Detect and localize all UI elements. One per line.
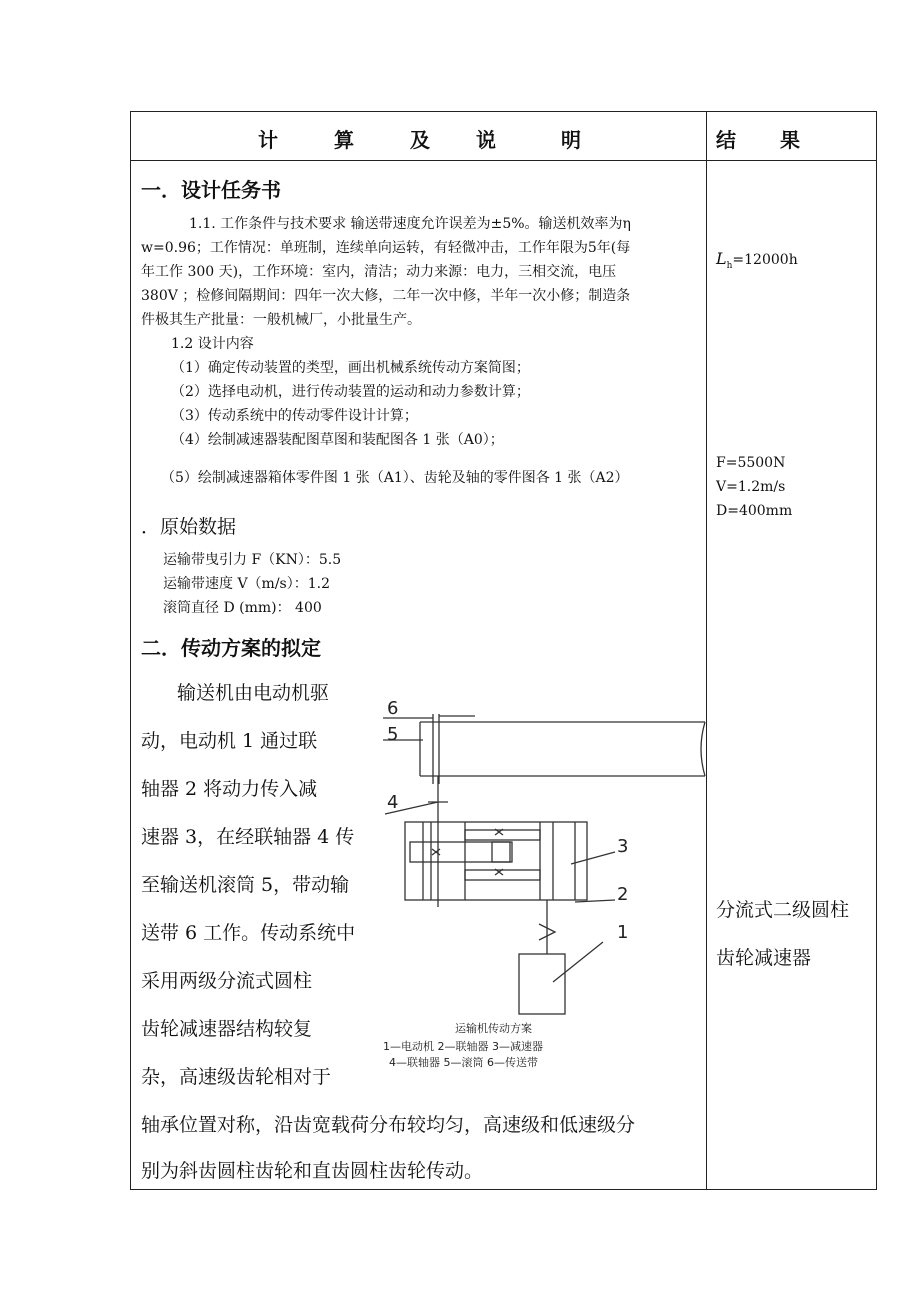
design-item-4: （4）绘制减速器装配图草图和装配图各 1 张（A0）； [171, 432, 504, 448]
data-title: ．原始数据 [141, 516, 237, 538]
subsection-title: 1.2 设计内容 [171, 336, 254, 352]
para1-line5: 件极其生产批量：一般机械厂，小批量生产。 [141, 312, 421, 328]
section1-title: 一．设计任务书 [141, 178, 281, 202]
narrow-line-2: 动，电动机 1 通过联 [141, 730, 318, 752]
header-result-2: 果 [780, 128, 800, 152]
section2-title: 二．传动方案的拟定 [141, 636, 321, 660]
design-item-2: （2）选择电动机，进行传动装置的运动和动力参数计算； [171, 384, 530, 400]
result-diameter: D=400mm [716, 503, 793, 519]
label-1: 1 [617, 922, 629, 943]
header-calc-1: 计 [258, 128, 278, 152]
figure-legend-2: 4—联轴器 5—滚筒 6—传送带 [389, 1056, 538, 1069]
narrow-line-1: 输送机由电动机驱 [177, 682, 330, 704]
label-5: 5 [387, 724, 399, 745]
design-item-5: （5）绘制减速器箱体零件图 1 张（A1）、齿轮及轴的零件图各 1 张（A2） [161, 470, 629, 486]
result-velocity: V=1.2m/s [716, 479, 786, 495]
header-calc-3: 及 [410, 128, 430, 152]
para1-line1: 1.1. 工作条件与技术要求 输送带速度允许误差为±5%。输送机效率为η [189, 216, 631, 232]
result-life-symbol: L [716, 249, 727, 268]
design-item-3: （3）传动系统中的传动零件设计计算； [171, 408, 418, 424]
document-table [130, 111, 877, 1190]
result-life: $L_h=12000h$ [716, 249, 798, 271]
header-calc-2: 算 [334, 128, 354, 152]
label-3: 3 [617, 836, 629, 857]
wide-line-2: 别为斜齿圆柱齿轮和直齿圆柱齿轮传动。 [141, 1160, 484, 1182]
data-force: 运输带曳引力 F（KN）：5.5 [163, 552, 342, 568]
para1-line2: w=0.96；工作情况：单班制，连续单向运转，有轻微冲击，工作年限为5年(每 [141, 240, 631, 256]
label-6: 6 [387, 698, 399, 719]
narrow-line-6: 送带 6 工作。传动系统中 [141, 922, 356, 944]
data-diameter: 滚筒直径 D (mm)： 400 [163, 600, 322, 616]
header-calc-5: 明 [561, 128, 581, 152]
para1-line3: 年工作 300 天)，工作环境：室内，清洁；动力来源：电力，三相交流，电压 [141, 264, 617, 280]
figure-caption: 运输机传动方案 [455, 1022, 532, 1035]
result-force: F=5500N [716, 455, 786, 471]
data-velocity: 运输带速度 V（m/s）：1.2 [163, 576, 331, 592]
narrow-line-8: 齿轮减速器结构较复 [141, 1018, 313, 1040]
narrow-line-5: 至输送机滚筒 5，带动输 [141, 874, 350, 896]
label-4: 4 [387, 792, 399, 813]
wide-line-1: 轴承位置对称，沿齿宽载荷分布较均匀，高速级和低速级分 [141, 1114, 636, 1136]
figure-legend-1: 1—电动机 2—联轴器 3—减速器 [383, 1040, 543, 1053]
header-divider [131, 160, 876, 161]
design-item-1: （1）确定传动装置的类型，画出机械系统传动方案简图； [171, 360, 530, 376]
label-2: 2 [617, 884, 629, 905]
narrow-line-3: 轴器 2 将动力传入减 [141, 778, 318, 800]
column-divider [706, 112, 707, 1189]
para1-line4: 380V ；检修间隔期间：四年一次大修，二年一次中修，半年一次小修；制造条 [141, 288, 631, 304]
narrow-line-4: 速器 3，在经联轴器 4 传 [141, 826, 355, 848]
result-reducer-1: 分流式二级圆柱 [716, 899, 850, 921]
transmission-diagram [375, 692, 705, 1069]
narrow-line-7: 采用两级分流式圆柱 [141, 970, 313, 992]
result-reducer-2: 齿轮减速器 [716, 947, 812, 969]
narrow-line-9: 杂，高速级齿轮相对于 [141, 1066, 332, 1088]
header-result-1: 结 [716, 128, 736, 152]
header-calc-4: 说 [476, 128, 496, 152]
